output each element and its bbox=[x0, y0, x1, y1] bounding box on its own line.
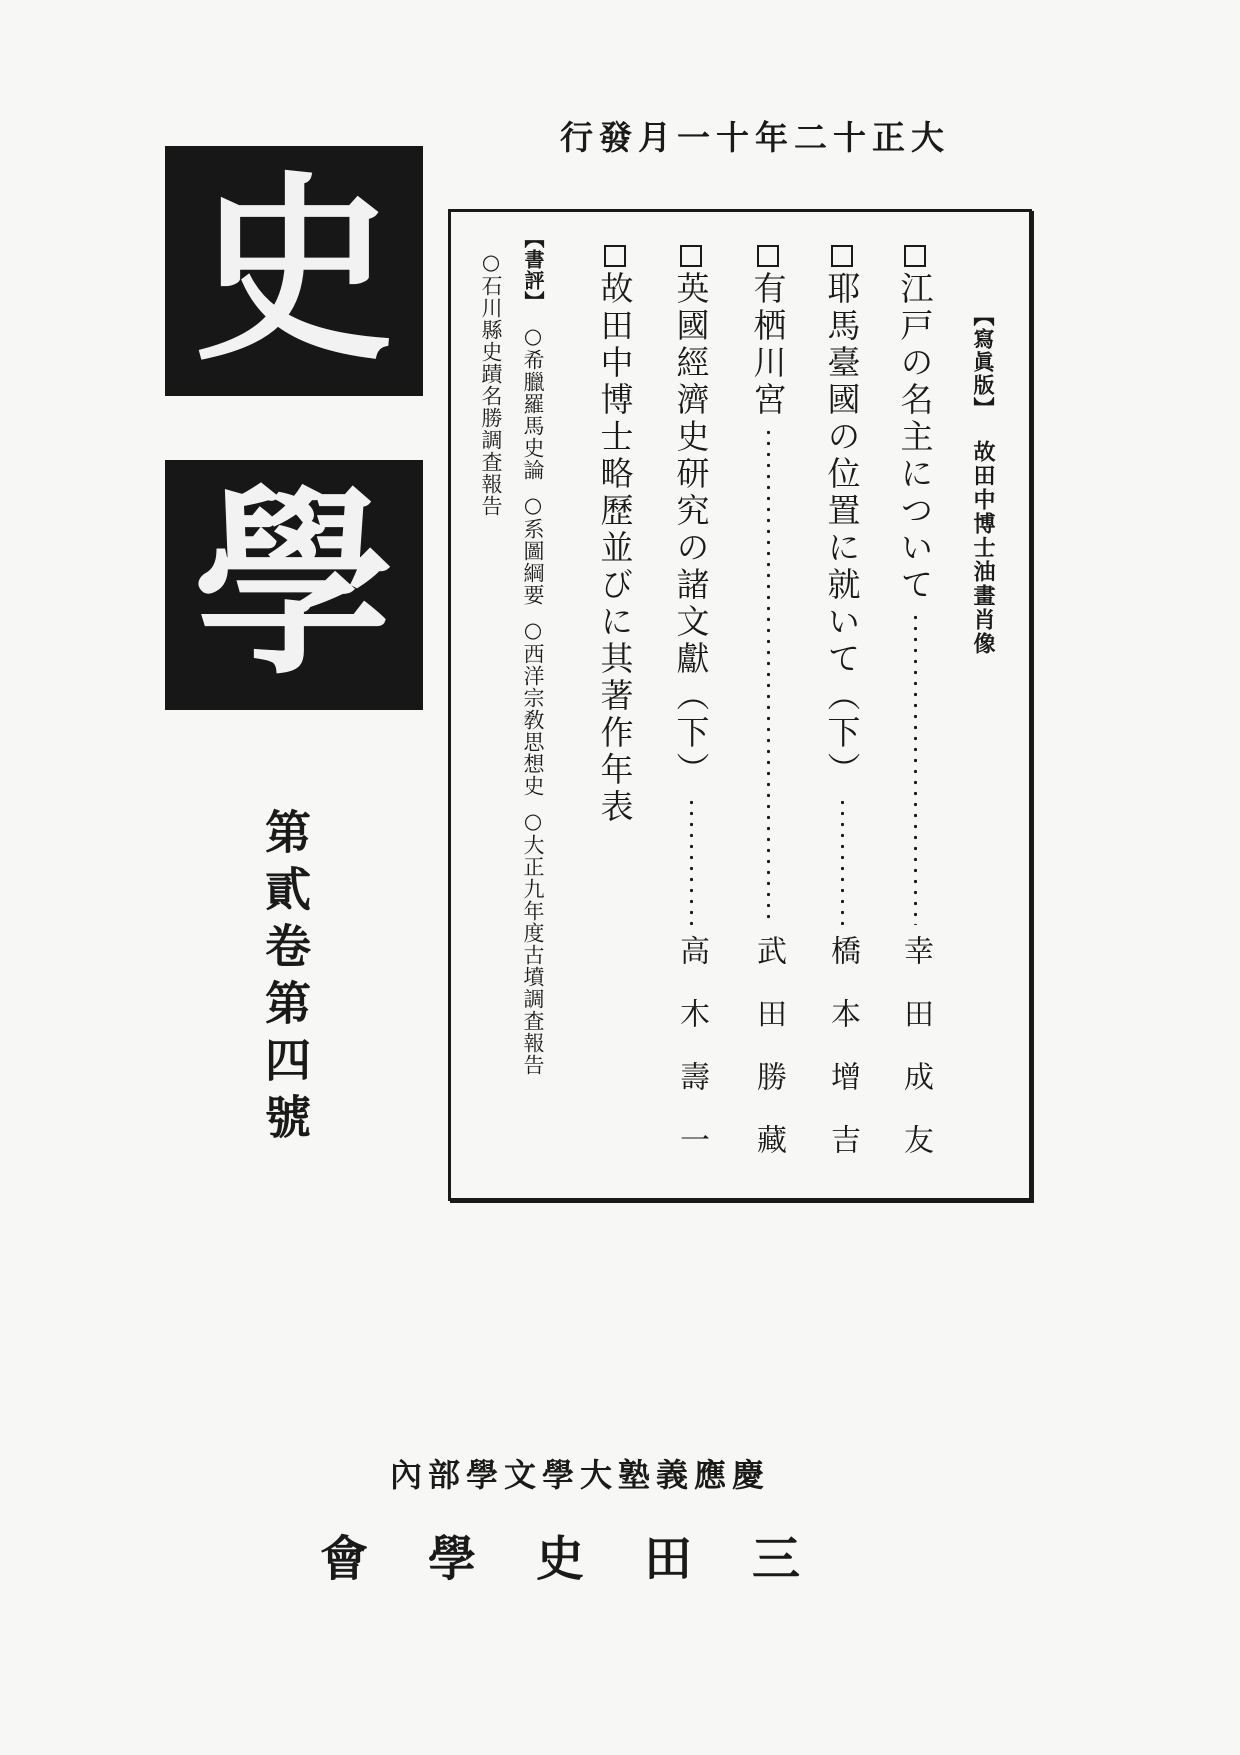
article-author: 武田勝藏 bbox=[751, 935, 786, 1187]
review-item: ○大正九年度古墳調査報告 bbox=[521, 809, 545, 1076]
article-author: 橋本增吉 bbox=[825, 935, 860, 1187]
toc-article bbox=[817, 245, 867, 1185]
frontispiece-label: 【寫眞版】 bbox=[971, 305, 996, 420]
article-title: 江戸の名主について bbox=[895, 271, 935, 604]
journal-title-char-1: 史 bbox=[165, 146, 423, 396]
checkbox-square-icon bbox=[904, 245, 926, 267]
checkbox-square-icon bbox=[604, 245, 626, 267]
frontispiece-entry bbox=[968, 305, 999, 656]
publisher-name: 三田史學會 bbox=[319, 1531, 860, 1587]
checkbox-square-icon bbox=[680, 245, 702, 267]
reviews-label: 【書評】 bbox=[521, 228, 545, 312]
checkbox-square-icon bbox=[831, 245, 853, 267]
toc-article bbox=[590, 245, 640, 826]
review-item: ○石川縣史蹟名勝調査報告 bbox=[479, 250, 503, 517]
journal-title-char-2: 學 bbox=[165, 460, 423, 710]
article-author: 高木壽一 bbox=[674, 935, 709, 1187]
checkbox-square-icon bbox=[757, 245, 779, 267]
dot-leader bbox=[767, 427, 770, 925]
article-title: 英國經濟史研究の諸文獻（下） bbox=[671, 271, 711, 789]
article-title: 耶馬臺國の位置に就いて（下） bbox=[822, 271, 862, 789]
dot-leader bbox=[841, 797, 844, 925]
publisher-affiliation: 慶應義塾大學文學部內 bbox=[389, 1456, 770, 1494]
review-item: ○系圖綱要 bbox=[521, 493, 545, 606]
publication-date: 大正十二年十一月發行 bbox=[560, 118, 950, 157]
dot-leader bbox=[914, 612, 917, 925]
frontispiece-caption: 故田中博士油畫肖像 bbox=[970, 440, 996, 656]
article-title: 有栖川宮 bbox=[748, 271, 788, 419]
volume-number: 第貳卷第四號 bbox=[258, 808, 312, 1150]
toc-article bbox=[743, 245, 793, 1185]
book-reviews-continued bbox=[476, 250, 506, 550]
article-title: 故田中博士略歷並びに其著作年表 bbox=[595, 271, 635, 826]
article-author: 幸田成友 bbox=[898, 935, 933, 1187]
toc-article bbox=[890, 245, 940, 1185]
book-reviews bbox=[518, 228, 548, 1076]
review-item: ○希臘羅馬史論 bbox=[521, 324, 545, 481]
dot-leader bbox=[690, 797, 693, 925]
review-item: ○西洋宗敎思想史 bbox=[521, 618, 545, 797]
toc-article bbox=[666, 245, 716, 1185]
